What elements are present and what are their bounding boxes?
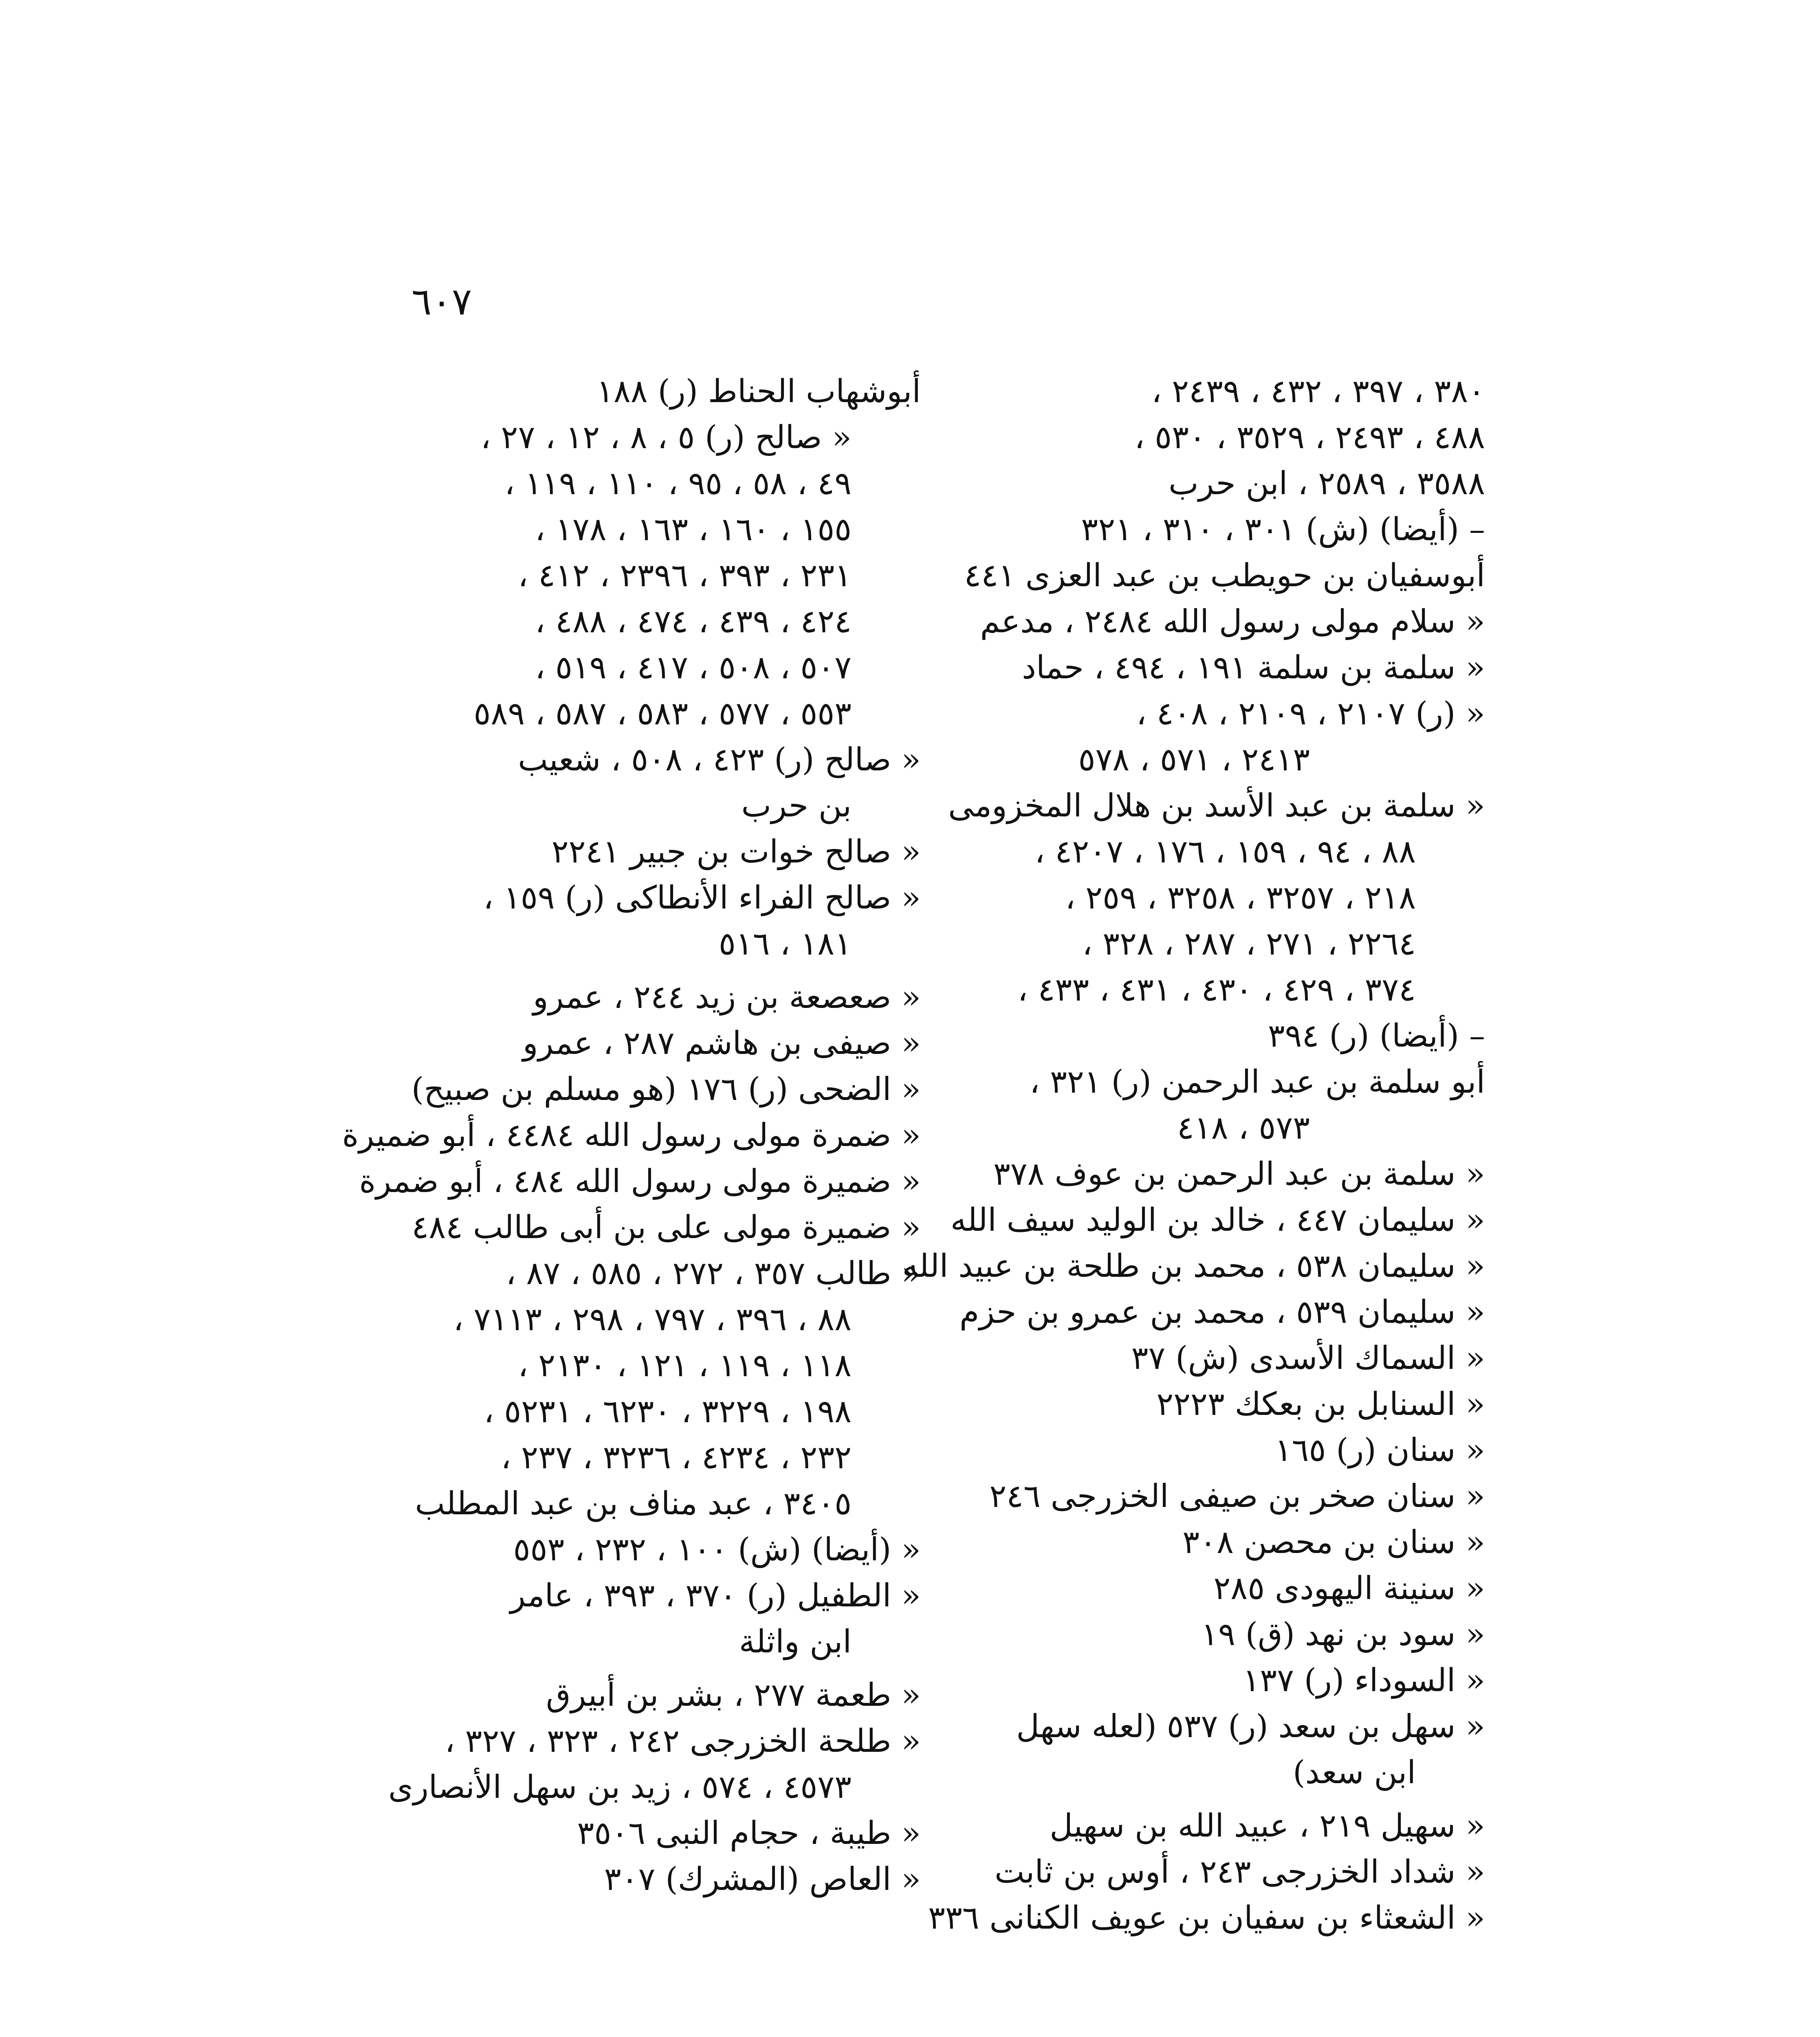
index-line: « صالح (ر) ٥ ، ٨ ، ١٢ ، ٢٧ ، xyxy=(480,419,852,456)
index-line: ٥٧٣ ، ٤١٨ xyxy=(1177,1110,1310,1146)
index-line: « سلمة بن سلمة ١٩١ ، ٤٩٤ ، حماد xyxy=(1022,649,1485,686)
index-line: أبو سلمة بن عبد الرحمن (ر) ٣٢١ ، xyxy=(1030,1064,1485,1100)
index-line: « سليمان ٥٣٩ ، محمد بن عمرو بن حزم xyxy=(959,1294,1485,1331)
index-line: ٣٥٨٨ ، ٢٥٨٩ ، ابن حرب xyxy=(1169,465,1485,502)
index-line: أبوشهاب الحناط (ر) ١٨٨ xyxy=(596,373,921,410)
index-line: – (أيضا) (ر) ٣٩٤ xyxy=(1268,1018,1485,1054)
index-line: بن حرب xyxy=(741,788,852,824)
index-line: « سنان (ر) ١٦٥ xyxy=(1274,1432,1485,1469)
index-line: « سليمان ٤٤٧ ، خالد بن الوليد سيف الله xyxy=(950,1202,1485,1238)
index-line: ١١٨ ، ١١٩ ، ١٢١ ، ٢١٣٠ ، xyxy=(518,1347,852,1384)
index-line: ابن واثلة xyxy=(739,1623,852,1660)
index-line: « سلمة بن عبد الأسد بن هلال المخزومى xyxy=(948,788,1485,824)
index-line: ٤٥٧٣ ، ٥٧٤ ، زيد بن سهل الأنصارى xyxy=(388,1769,852,1806)
index-line: ٥٥٣ ، ٥٧٧ ، ٥٨٣ ، ٥٨٧ ، ٥٨٩ xyxy=(473,695,852,732)
index-column-left xyxy=(342,369,921,1903)
index-line: « ضميرة مولى رسول الله ٤٨٤ ، أبو ضمرة xyxy=(359,1163,921,1200)
index-line: ٨٨ ، ٩٤ ، ١٥٩ ، ١٧٦ ، ٤٢٠٧ ، xyxy=(1034,834,1416,870)
index-line: « (ر) ٢١٠٧ ، ٢١٠٩ ، ٤٠٨ ، xyxy=(1136,695,1485,732)
index-line: « ضميرة مولى على بن أبى طالب ٤٨٤ xyxy=(412,1209,921,1246)
index-line: ٨٨ ، ٣٩٦ ، ٧٩٧ ، ٢٩٨ ، ٧١١٣ ، xyxy=(453,1301,852,1338)
index-line: « طيبة ، حجام النبى ٣٥٠٦ xyxy=(577,1815,921,1852)
index-line: « العاص (المشرك) ٣٠٧ xyxy=(604,1861,921,1898)
index-line: « سود بن نهد (ق) ١٩ xyxy=(1201,1616,1485,1653)
index-line: « شداد الخزرجى ٢٤٣ ، أوس بن ثابت xyxy=(995,1854,1485,1890)
index-line: ١٨١ ، ٥١٦ xyxy=(718,926,852,962)
index-line: ٥٠٧ ، ٥٠٨ ، ٤١٧ ، ٥١٩ ، xyxy=(535,649,852,686)
index-line: ٤٢٤ ، ٤٣٩ ، ٤٧٤ ، ٤٨٨ ، xyxy=(535,603,852,640)
index-line: « صالح خوات بن جبير ٢٢٤١ xyxy=(551,834,921,870)
index-line: « صالح (ر) ٤٢٣ ، ٥٠٨ ، شعيب xyxy=(518,741,921,778)
index-line: ٤٩ ، ٥٨ ، ٩٥ ، ١١٠ ، ١١٩ ، xyxy=(504,465,852,502)
index-line: « سهل بن سعد (ر) ٥٣٧ (لعله سهل xyxy=(1016,1708,1485,1745)
index-line: « طالب ٣٥٧ ، ٢٧٢ ، ٥٨٥ ، ٨٧ ، xyxy=(506,1255,921,1292)
index-line: « طعمة ٢٧٧ ، بشر بن أبيرق xyxy=(546,1677,921,1714)
index-line: « سنان بن محصن ٣٠٨ xyxy=(1182,1524,1485,1561)
index-line: « السماك الأسدى (ش) ٣٧ xyxy=(1131,1340,1485,1377)
index-line: ١٩٨ ، ٣٢٢٩ ، ٦٢٣٠ ، ٥٢٣١ ، xyxy=(484,1393,852,1430)
page-number: ٦٠٧ xyxy=(412,280,472,323)
index-line: ٣٧٤ ، ٤٢٩ ، ٤٣٠ ، ٤٣١ ، ٤٣٣ ، xyxy=(1017,972,1416,1008)
index-line: « السنابل بن بعكك ٢٢٢٣ xyxy=(1156,1386,1485,1423)
index-line: « الطفيل (ر) ٣٧٠ ، ٣٩٣ ، عامر xyxy=(510,1577,921,1614)
index-line: ٢٣١ ، ٣٩٣ ، ٢٣٩٦ ، ٤١٢ ، xyxy=(518,557,852,594)
index-line: ٣٤٠٥ ، عبد مناف بن عبد المطلب xyxy=(415,1485,852,1522)
index-line: « سلام مولى رسول الله ٢٤٨٤ ، مدعم xyxy=(980,603,1485,640)
index-line: ٢١٨ ، ٣٢٥٧ ، ٣٢٥٨ ، ٢٥٩ ، xyxy=(1065,880,1416,916)
index-line: ٢٣٢ ، ٤٢٣٤ ، ٣٢٣٦ ، ٢٣٧ ، xyxy=(501,1439,852,1476)
index-line: ابن سعد) xyxy=(1293,1754,1416,1791)
index-line: « صالح الفراء الأنطاكى (ر) ١٥٩ ، xyxy=(483,880,921,916)
index-line: ٣٨٠ ، ٣٩٧ ، ٤٣٢ ، ٢٤٣٩ ، xyxy=(1151,373,1485,410)
index-line: « سهيل ٢١٩ ، عبيد الله بن سهيل xyxy=(1050,1808,1485,1844)
index-line: ٤٨٨ ، ٢٤٩٣ ، ٣٥٢٩ ، ٥٣٠ ، xyxy=(1134,419,1485,456)
index-line: « الضحى (ر) ١٧٦ (هو مسلم بن صبيح) xyxy=(411,1071,921,1108)
index-line: « سنينة اليهودى ٢٨٥ xyxy=(1213,1570,1485,1607)
index-line: ١٥٥ ، ١٦٠ ، ١٦٣ ، ١٧٨ ، xyxy=(535,511,852,548)
index-line: « سلمة بن عبد الرحمن بن عوف ٣٧٨ xyxy=(993,1156,1485,1192)
index-line: « سنان صخر بن صيفى الخزرجى ٢٤٦ xyxy=(989,1478,1485,1515)
index-line: « سليمان ٥٣٨ ، محمد بن طلحة بن عبيد الله xyxy=(902,1248,1485,1285)
index-line: – (أيضا) (ش) ٣٠١ ، ٣١٠ ، ٣٢١ xyxy=(1081,511,1485,548)
index-line: ٢٤١٣ ، ٥٧١ ، ٥٧٨ xyxy=(1078,741,1310,778)
index-line: « طلحة الخزرجى ٢٤٢ ، ٣٢٣ ، ٣٢٧ ، xyxy=(445,1723,921,1760)
index-line: أبوسفيان بن حويطب بن عبد العزى ٤٤١ xyxy=(964,557,1485,594)
index-line: « (أيضا) (ش) ١٠٠ ، ٢٣٢ ، ٥٥٣ xyxy=(513,1531,921,1568)
index-line: « السوداء (ر) ١٣٧ xyxy=(1243,1662,1485,1699)
index-line: « صعصعة بن زيد ٢٤٤ ، عمرو xyxy=(533,979,921,1016)
index-column-right xyxy=(902,369,1485,1941)
index-line: « ضمرة مولى رسول الله ٤٤٨٤ ، أبو ضميرة xyxy=(342,1117,921,1154)
index-line: ٢٢٦٤ ، ٢٧١ ، ٢٨٧ ، ٣٢٨ ، xyxy=(1082,926,1416,962)
index-line: « الشعثاء بن سفيان بن عويف الكنانى ٣٣٦ xyxy=(928,1900,1485,1936)
index-line: « صيفى بن هاشم ٢٨٧ ، عمرو xyxy=(522,1025,921,1062)
